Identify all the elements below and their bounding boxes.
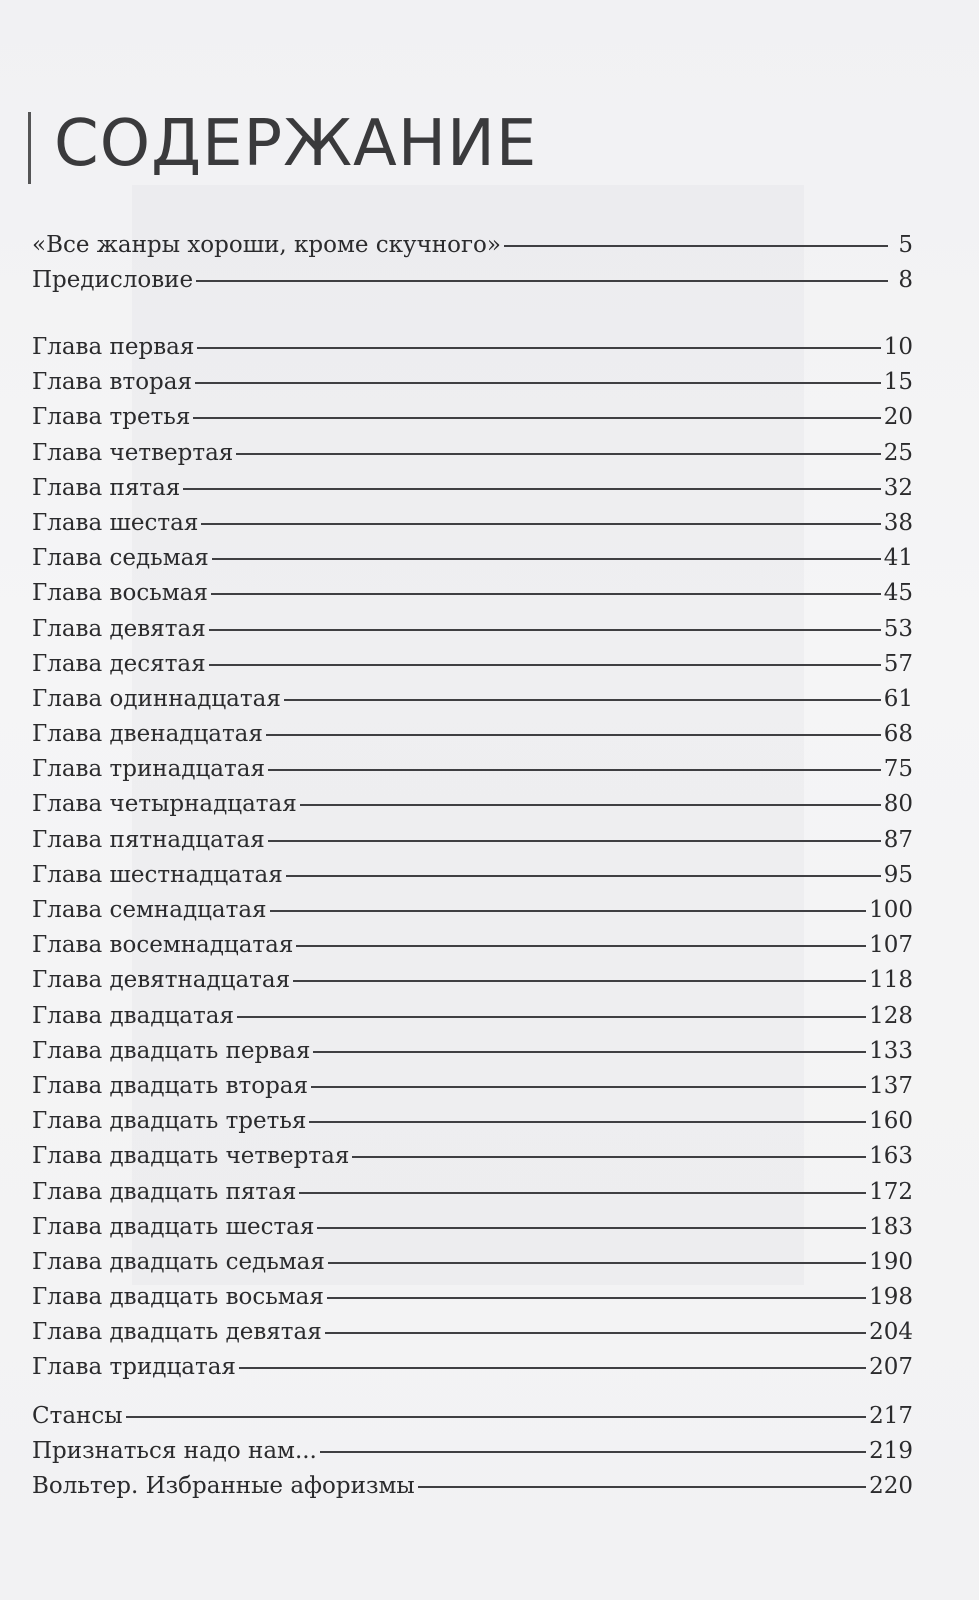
toc-dot-leader bbox=[311, 1086, 866, 1088]
toc-entry-title: Глава пятая bbox=[32, 474, 181, 501]
toc-entry bbox=[32, 330, 913, 365]
toc-entry bbox=[32, 400, 913, 435]
toc-entry-title: Глава одиннадцатая bbox=[32, 685, 281, 712]
toc-dot-leader bbox=[209, 629, 881, 631]
toc-entry-page-number: 15 bbox=[883, 369, 913, 396]
toc-entry-title: Глава четвертая bbox=[32, 439, 234, 466]
toc-entry-page-number: 32 bbox=[883, 474, 913, 501]
toc-entry-title: Глава первая bbox=[32, 334, 195, 360]
toc-dot-leader bbox=[196, 280, 888, 282]
toc-dot-leader bbox=[325, 1332, 866, 1334]
toc-entry-page-number: 20 bbox=[883, 404, 913, 431]
toc-entry-title: Глава семнадцатая bbox=[32, 897, 267, 923]
toc-entry-page-number: 75 bbox=[883, 756, 913, 783]
toc-entry bbox=[32, 963, 913, 998]
toc-dot-leader bbox=[237, 1016, 866, 1018]
toc-dot-leader bbox=[320, 1451, 866, 1453]
toc-entry bbox=[32, 823, 913, 858]
toc-dot-leader bbox=[313, 1051, 866, 1053]
toc-dot-leader bbox=[284, 699, 881, 701]
toc-entry-page-number: 41 bbox=[883, 545, 913, 572]
toc-entry bbox=[32, 576, 913, 611]
toc-dot-leader bbox=[328, 1262, 866, 1264]
toc-entry bbox=[32, 612, 913, 647]
toc-entry bbox=[32, 1139, 913, 1174]
page-title: СОДЕРЖАНИЕ bbox=[54, 107, 538, 181]
toc-entry-title: Глава тридцатая bbox=[32, 1354, 236, 1381]
toc-entry bbox=[32, 1175, 913, 1210]
toc-entry-title: Глава тринадцатая bbox=[32, 756, 265, 783]
toc-entry-title: Глава двадцать четвертая bbox=[32, 1143, 350, 1170]
toc-entry-title: Глава восьмая bbox=[32, 580, 208, 607]
toc-entry-page-number: 95 bbox=[883, 861, 913, 888]
toc-entry-title: «Все жанры хороши, кроме скучного» bbox=[32, 232, 501, 258]
toc-entry bbox=[32, 1069, 913, 1104]
toc-dot-leader bbox=[286, 875, 881, 877]
toc-entry-page-number: 80 bbox=[883, 791, 913, 818]
toc-entry bbox=[32, 1315, 913, 1350]
toc-entry-page-number: 87 bbox=[883, 826, 913, 853]
toc-entry-page-number: 204 bbox=[869, 1319, 913, 1346]
toc-entry-title: Глава двенадцатая bbox=[32, 721, 263, 748]
toc-entry-page-number: 25 bbox=[883, 439, 913, 466]
toc-front-matter bbox=[32, 228, 913, 298]
toc-entry bbox=[32, 1434, 913, 1469]
toc-dot-leader bbox=[300, 804, 881, 806]
toc-entry bbox=[32, 228, 913, 263]
toc-entry-page-number: 198 bbox=[869, 1284, 913, 1311]
toc-entry-title: Глава девятая bbox=[32, 615, 206, 642]
toc-entry-page-number: 5 bbox=[898, 232, 913, 258]
toc-dot-leader bbox=[299, 1192, 866, 1194]
toc-dot-leader bbox=[209, 664, 881, 666]
toc-entry-title: Глава двадцать шестая bbox=[32, 1213, 315, 1240]
toc-entry-title: Глава пятнадцатая bbox=[32, 826, 265, 853]
toc-entry-title: Глава двадцать третья bbox=[32, 1108, 307, 1135]
toc-dot-leader bbox=[293, 980, 866, 982]
toc-entry-page-number: 190 bbox=[869, 1248, 913, 1275]
toc-entry bbox=[32, 1399, 913, 1434]
toc-entry-page-number: 45 bbox=[883, 580, 913, 607]
toc-entry-title: Глава девятнадцатая bbox=[32, 967, 291, 994]
toc-dot-leader bbox=[236, 453, 880, 455]
toc-dot-leader bbox=[193, 417, 880, 419]
toc-entry-title: Глава десятая bbox=[32, 650, 206, 677]
toc-entry bbox=[32, 263, 913, 298]
toc-entry-page-number: 8 bbox=[898, 267, 913, 294]
toc-entry bbox=[32, 1104, 913, 1139]
toc-dot-leader bbox=[212, 558, 881, 560]
toc-entry-title: Глава четырнадцатая bbox=[32, 791, 297, 818]
toc-entry bbox=[32, 541, 913, 576]
toc-entry-page-number: 61 bbox=[883, 685, 913, 712]
toc-entry bbox=[32, 999, 913, 1034]
toc-entry-page-number: 183 bbox=[869, 1213, 913, 1240]
toc-entry bbox=[32, 682, 913, 717]
toc-entry-title: Глава третья bbox=[32, 404, 191, 431]
toc-entry-title: Глава двадцать первая bbox=[32, 1037, 311, 1064]
toc-dot-leader bbox=[183, 488, 880, 490]
toc-entry-title: Глава шестая bbox=[32, 509, 199, 536]
toc-entry bbox=[32, 506, 913, 541]
toc-entry bbox=[32, 787, 913, 822]
toc-dot-leader bbox=[504, 245, 888, 247]
toc-entry-page-number: 207 bbox=[869, 1354, 913, 1381]
toc-entry-title: Глава двадцать седьмая bbox=[32, 1248, 325, 1275]
toc-entry-page-number: 57 bbox=[883, 650, 913, 677]
toc-dot-leader bbox=[197, 347, 880, 349]
toc-entry-page-number: 220 bbox=[869, 1473, 913, 1500]
toc-entry-title: Глава двадцать пятая bbox=[32, 1178, 297, 1205]
toc-entry-page-number: 100 bbox=[869, 897, 913, 923]
toc-entry-title: Глава восемнадцатая bbox=[32, 932, 294, 959]
toc-entry bbox=[32, 1469, 913, 1504]
toc-dot-leader bbox=[239, 1367, 866, 1369]
toc-entry bbox=[32, 717, 913, 752]
toc-entry-title: Стансы bbox=[32, 1403, 123, 1429]
toc-dot-leader bbox=[309, 1121, 866, 1123]
toc-dot-leader bbox=[296, 945, 866, 947]
toc-entry bbox=[32, 893, 913, 928]
toc-entry-title: Признаться надо нам... bbox=[32, 1438, 317, 1465]
toc-entry-page-number: 217 bbox=[869, 1403, 913, 1429]
toc-entry bbox=[32, 752, 913, 787]
toc-entry bbox=[32, 1350, 913, 1385]
toc-back-matter bbox=[32, 1399, 913, 1505]
toc-entry-page-number: 118 bbox=[869, 967, 913, 994]
toc-entry bbox=[32, 471, 913, 506]
toc-entry bbox=[32, 436, 913, 471]
toc-dot-leader bbox=[211, 593, 881, 595]
toc-entry bbox=[32, 928, 913, 963]
toc-entry-title: Глава двадцать восьмая bbox=[32, 1284, 324, 1311]
toc-dot-leader bbox=[268, 840, 881, 842]
toc-dot-leader bbox=[418, 1486, 866, 1488]
toc-dot-leader bbox=[327, 1297, 866, 1299]
toc-dot-leader bbox=[266, 734, 881, 736]
toc-chapters bbox=[32, 330, 913, 1386]
toc-entry bbox=[32, 1034, 913, 1069]
toc-dot-leader bbox=[195, 382, 881, 384]
toc-dot-leader bbox=[352, 1156, 866, 1158]
toc-entry-title: Вольтер. Избранные афоризмы bbox=[32, 1473, 415, 1500]
toc-entry bbox=[32, 858, 913, 893]
toc-dot-leader bbox=[126, 1416, 867, 1418]
toc-entry-title: Глава шестнадцатая bbox=[32, 861, 283, 888]
toc-entry-page-number: 10 bbox=[883, 334, 913, 360]
toc-entry-page-number: 53 bbox=[883, 615, 913, 642]
title-rule bbox=[28, 112, 31, 184]
toc-entry-title: Глава двадцатая bbox=[32, 1002, 234, 1029]
toc-entry-page-number: 38 bbox=[883, 509, 913, 536]
toc-entry-page-number: 107 bbox=[869, 932, 913, 959]
toc-entry-page-number: 163 bbox=[869, 1143, 913, 1170]
toc-entry-title: Глава вторая bbox=[32, 369, 192, 396]
toc-entry-page-number: 172 bbox=[869, 1178, 913, 1205]
toc-entry-page-number: 133 bbox=[869, 1037, 913, 1064]
toc-dot-leader bbox=[268, 769, 881, 771]
toc-entry-page-number: 128 bbox=[869, 1002, 913, 1029]
toc-entry-page-number: 137 bbox=[869, 1072, 913, 1099]
toc-entry bbox=[32, 1245, 913, 1280]
toc-entry-page-number: 68 bbox=[883, 721, 913, 748]
toc-entry-title: Глава двадцать девятая bbox=[32, 1319, 322, 1346]
toc-entry-title: Глава двадцать вторая bbox=[32, 1072, 309, 1099]
toc-dot-leader bbox=[201, 523, 880, 525]
toc-dot-leader bbox=[270, 910, 867, 912]
toc-entry-page-number: 219 bbox=[869, 1438, 913, 1465]
toc-dot-leader bbox=[317, 1227, 866, 1229]
toc-entry bbox=[32, 1210, 913, 1245]
toc-entry-title: Глава седьмая bbox=[32, 545, 209, 572]
toc-entry bbox=[32, 365, 913, 400]
toc-entry bbox=[32, 647, 913, 682]
toc-entry bbox=[32, 1280, 913, 1315]
toc-entry-title: Предисловие bbox=[32, 267, 194, 294]
toc-entry-page-number: 160 bbox=[869, 1108, 913, 1135]
